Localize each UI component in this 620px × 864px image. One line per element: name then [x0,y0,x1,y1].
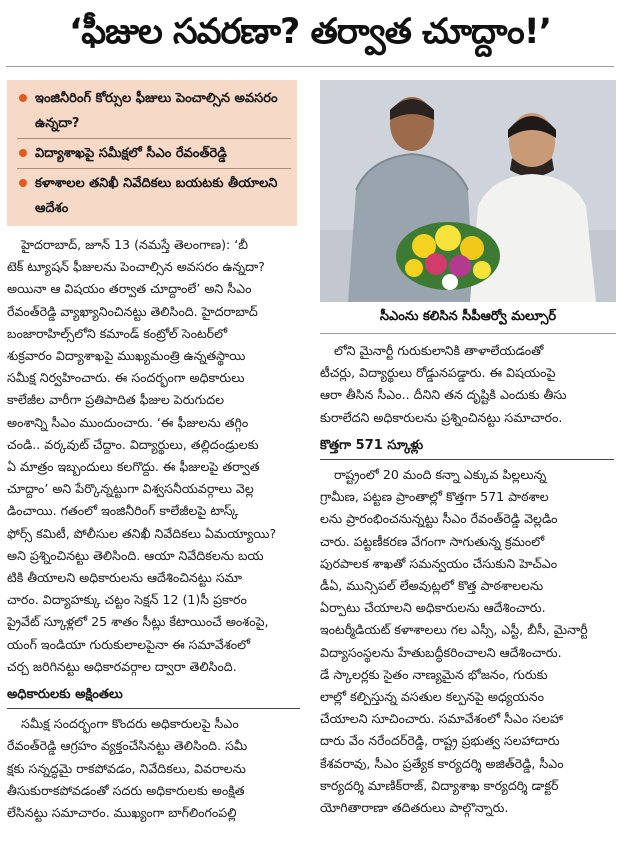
text-line: పురపాలక శాఖతో సమన్వయం చేసుకుని హెచ్‌ఎం [320,555,558,571]
highlight-item [17,141,291,166]
left-paragraph-1 [7,234,300,678]
headline-rule [6,66,614,67]
text-line: లను ప్రారంభించనున్నట్టు సీఎం రేవంత్‌రెడ్డి వెల్లడిం [320,511,558,527]
right-column [320,340,614,819]
text-line: కార్యదర్శి మాణిక్‌రాజ్, విద్యాశాఖ కార్యదర్శి డాక్టర్ [320,777,559,793]
text-line: లాల్లో కల్పిస్తున్న వసతుల కల్పనపై అధ్యయనం [320,689,544,705]
text-line: రాష్ట్రంలో 20 మంది కన్నా ఎక్కువ పిల్లలున్న [334,467,547,483]
highlight-text: విద్యాశాఖపై సమీక్షలో సీఎం రేవంత్‌రెడ్డి [35,146,227,161]
text-line: టికి తీయాలని అధికారులను ఆదేశించినట్టు సమా [7,570,243,586]
text-line: సమీక్ష సందర్భంగా కొందరు అధికారులపై సీఎం [21,716,239,732]
highlight-text: కళాశాలల తనిఖీ నివేదికలు బయటకు తీయాలని ఆదేశం [35,176,278,216]
bullet-icon [19,149,27,157]
text-line: అని ప్రశ్నించినట్టు తెలిసింది. ఆయా నివేదికలను బయ [7,547,264,563]
text-line: చండి.. వర్కవుట్ చేద్దాం. విద్యార్థులు, తల్లిదండ్రులకు [7,436,259,452]
photo-caption: సీఎంను కలిసిన సీపీఆర్వో మల్సూర్ [379,309,557,324]
text-line: టీచర్లు, విద్యార్థులు రోడ్డునపడ్డారు. ఈ విషయంపై [320,365,556,381]
text-line: అయినా ఆ విషయం తర్వాత చూద్దాంలే’ అని సీఎం [7,281,252,297]
highlight-text: ఇంజినీరింగ్ కోర్సుల ఫీజులు పెంచాల్సిన అవసరం ఉన్నదా? [35,91,278,131]
subhead-officials: అధికారులకు అక్షింతలు [7,684,300,709]
text-line: ఫోర్స్ కమిటీ, పోలీసుల తనిఖీ నివేదికలు ఏమయ్యాయి? [7,525,277,541]
text-line: డీఏ, మున్సిపల్ లేఅవుట్లలో కొత్త పాఠశాలలను [320,578,544,594]
text-line: చారం. విద్యాహక్కు చట్టం సెక్షన్ 12 (1)సీ ప్రకారం [7,592,247,608]
text-line: తీసుకురాకపోవడంతో సదరు అధికారులకు అంక్షిత [7,782,245,798]
text-line: చేయాలని సూచించారు. సమావేశంలో సీఎం సలహా [320,711,563,727]
left-paragraph-2 [7,713,300,824]
text-line: శుక్రవారం విద్యాశాఖపై ముఖ్యమంత్రి ఉన్నతస్థాయి [7,348,246,364]
text-line: అంశాన్ని సీఎం ముందుంచారు. ‘ఈ ఫీజులను తగ్గిం [7,414,249,430]
text-line: కేశవరావు, సీఎం ప్రత్యేక కార్యదర్శి అజిత్‌రెడ్డి, సీఎం [320,755,564,771]
text-line: రేవంత్‌రెడ్డి వ్యాఖ్యానించినట్టు తెలిసింది. హైదరాబాద్ [7,303,258,319]
text-line: చారు. పట్టణీకరణ వేగంగా సాగుతున్న క్రమంలో [320,533,545,549]
highlight-item [17,86,291,136]
text-line: లోని మైనార్టీ గురుకులానికి తాళాలేయడంతో [334,343,544,358]
divider [17,138,291,139]
text-line: డే స్కాలర్లకు సైతం నాణ్యమైన భోజనం, గురుకు [320,666,548,682]
divider [17,168,291,169]
text-line: యోగితారాణా తదితరులు పాల్గొన్నారు. [320,800,509,816]
text-line: హైదరాబాద్, జూన్ 13 (నమస్తే తెలంగాణ): ‘బీ [21,237,248,252]
bullet-icon [19,179,27,187]
text-line: చూద్దాం’ అని పేర్కొన్నట్టుగా విశ్వసనీయవర్గాలు వెల్ల [7,481,254,497]
text-line: ప్రైవేట్ స్కూళ్లలో 25 శాతం సీట్లు కేటాయించే అంశంపై, [7,614,269,630]
text-line: ఏ మాత్రం ఇబ్బందులు కలగొద్దు. ఈ ఫీజులపై తర్వాత [7,459,260,475]
text-line: టెక్ ట్యూషన్ ఫీజులను పెంచాల్సిన అవసరం ఉన్నదా? [7,259,265,275]
text-line: దారు వేం నరేందర్‌రెడ్డి, రాష్ట్ర ప్రభుత్వ సలహాదారు [320,733,560,749]
text-line: రేవంత్‌రెడ్డి ఆగ్రహం వ్యక్తంచేసినట్టు తెలిసింది. సమీ [7,738,248,754]
photo-illustration [320,80,616,302]
news-photo [320,80,616,302]
text-line: యంగ్ ఇండియా గురుకులాలపైనా ఈ సమావేశంలో [7,636,251,652]
text-line: సమీక్ష నిర్వహించారు. ఈ సందర్భంగా అధికారులు [7,370,245,386]
right-paragraph-1 [320,340,614,429]
subhead-new-schools: కొత్తగా 571 స్కూళ్లు [320,435,614,460]
text-line: డించాయి. గతంలో ఇంజినీరింగ్ కాలేజీలపై టాస్క్ [7,503,239,519]
text-line: కాలేజీల వారీగా ప్రతిపాదిత ఫీజుల పెరుగుదల [7,392,225,408]
text-line: కురాలేదని అధికారులను ప్రశ్నించినట్టు సమాచారం. [320,409,563,425]
text-line: ఇంటర్మీడియట్ కళాశాలలు గల ఎస్సీ, ఎస్టీ, బీసీ, మైనార్టీ [320,622,588,638]
text-line: ఏర్పాటు చేయాలని అధికారులను ఆదేశించారు. [320,600,546,616]
bullet-icon [19,94,27,102]
left-column [7,234,300,824]
highlight-item [17,171,291,221]
text-line: ఆరా తీసిన సీఎం.. దీనిని తన దృష్టికి ఎందుకు తీసు [320,387,567,403]
text-line: చర్చ జరిగినట్టు అధికారవర్గాల ద్వారా తెలిసింది. [7,658,237,674]
caption-rule [320,333,616,334]
right-paragraph-2 [320,464,614,819]
highlights-box [7,80,297,226]
text-line: లేసినట్టు సమాచారం. ముఖ్యంగా బాగ్‌లింగంపల్లి [7,805,237,821]
text-line: విద్యాసంస్థలను హేతుబద్ధీకరించాలని ఆదేశించారు. [320,644,562,660]
text-line: క్షకు సన్నద్ధమై రాకపోవడం, నివేదికలు, వివరాలను [7,760,246,776]
text-line: బంజారాహిల్స్‌లోని కమాండ్ కంట్రోల్ సెంటర్‌లో [7,325,228,341]
text-line: గ్రామీణ, పట్టణ ప్రాంతాల్లో కొత్తగా 571 పాఠశాల [320,489,549,505]
headline: ‘ఫీజుల సవరణా? తర్వాత చూద్దాం!’ [68,12,551,52]
